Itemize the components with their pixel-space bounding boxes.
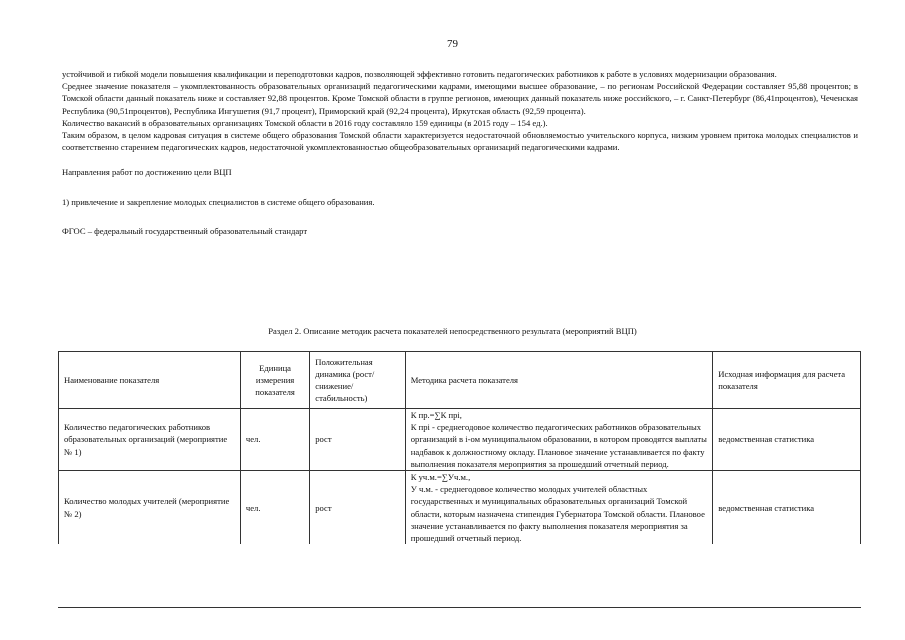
paragraph: Количество вакансий в образовательных организациях Томской области в 2016 году составляло 159 единицы (в 2015 году – 154 ед.). [62, 117, 548, 128]
header-method: Методика расчета показателя [405, 352, 713, 409]
section-caption: Раздел 2. Описание методик расчета показателей непосредственного результата (мероприятий ВЦП) [268, 326, 637, 336]
page-number: 79 [447, 38, 458, 50]
row-unit: чел. [240, 471, 309, 545]
row-name: Количество педагогических работников образовательных организаций (мероприятие № 1) [59, 409, 241, 471]
row-method [405, 471, 713, 545]
row-unit: чел. [240, 409, 309, 471]
paragraph: Среднее значение показателя – укомплектованность образовательных организаций педагогическими кадрами, имеющими высшее образование, – по регионам Российской Федерации составляет 95,88 процентов; в Томской области данный показатель ниже и составляет 92,88 процентов. Кроме Томской области в группе регионов, имеющих данный показатель ниже российского, – г. Санкт-Петербург (86,41процентов), Чеченская Республика (90,51процентов), Республика Ингушетия (91,7 процент), Приморский край (92,24 процента), Иркутская область (92,59 процента). [62, 81, 858, 116]
header-source: Исходная информация для расчета показателя [713, 352, 861, 409]
paragraph: Таким образом, в целом кадровая ситуация в системе общего образования Томской области характеризуется недостаточной обновляемостью учительского корпуса, низким уровнем притока молодых специалистов и соответственно старением педагогических кадров, недостаточной укомплектованностью общеобразовательных организаций педагогическими кадрами. [62, 130, 858, 153]
body-text [62, 68, 858, 237]
row-dynamics: рост [310, 409, 405, 471]
method-description: У ч.м. - среднегодовое количество молодых учителей областных государственных и муниципальных образовательных организаций Томской области, которым назначена стипендия Губернатора Томской области. Плановое значение устанавливается по факту выполнения показателя мероприятия за прошедший отчетный период. [410, 484, 705, 544]
header-dynamics: Положительная динамика (рост/снижение/ стабильность) [310, 352, 405, 409]
method-formula: К пр.=∑К прi, [410, 410, 462, 420]
header-name: Наименование показателя [59, 352, 241, 409]
table-row [59, 409, 861, 471]
method-formula: К уч.м.=∑Уч.м., [410, 472, 471, 483]
table-header-row [59, 352, 861, 409]
method-description: К прi - среднегодовое количество педагогических работников образовательных организаций в i-ом муниципальном образовании, в котором проводятся выплаты надбавок к должностному окладу. Плановое значение устанавливается по факту выполнения показателя мероприятия за прошедший отчетный период. [410, 422, 707, 469]
row-method [405, 409, 713, 471]
header-unit: Единица измерения показателя [240, 352, 309, 409]
row-name: Количество молодых учителей (мероприятие № 2) [59, 471, 241, 545]
row-source: ведомственная статистика [713, 471, 861, 545]
row-dynamics: рост [310, 471, 405, 545]
direction-item: 1) привлечение и закрепление молодых специалистов в системе общего образования. [62, 196, 375, 207]
directions-heading: Направления работ по достижению цели ВЦП [62, 167, 232, 178]
methods-table [58, 351, 861, 544]
table-row [59, 471, 861, 545]
paragraph: устойчивой и гибкой модели повышения квалификации и переподготовки кадров, позволяющей эффективно готовить педагогических работников к работе в условиях модернизации образования. [62, 69, 777, 79]
table-bottom-border [58, 607, 861, 608]
row-source: ведомственная статистика [713, 409, 861, 471]
abbreviation-note: ФГОС – федеральный государственный образовательный стандарт [62, 225, 308, 236]
